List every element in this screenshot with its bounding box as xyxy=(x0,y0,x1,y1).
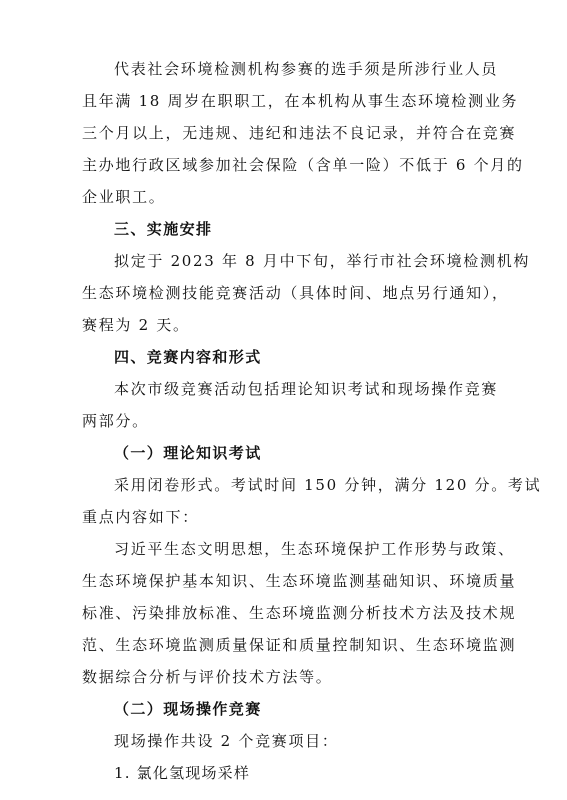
subsection-2-line-2: 1. 氯化氢现场采样 xyxy=(114,764,251,782)
subsection-1-line-4: 生态环境保护基本知识、生态环境监测基础知识、环境质量 xyxy=(82,572,517,590)
subsection-1-line-6: 范、生态环境监测质量保证和质量控制知识、生态环境监测 xyxy=(82,636,517,654)
subsection-1-line-5: 标准、污染排放标准、生态环境监测分析技术方法及技术规 xyxy=(82,604,517,622)
section-4-line-1: 本次市级竞赛活动包括理论知识考试和现场操作竞赛 xyxy=(114,380,499,398)
section-3-heading: 三、实施安排 xyxy=(114,220,213,238)
paragraph-1-line-3: 三个月以上，无违规、违纪和违法不良记录，并符合在竞赛 xyxy=(82,124,517,142)
paragraph-1-line-5: 企业职工。 xyxy=(82,188,166,206)
section-4-line-2: 两部分。 xyxy=(82,412,149,430)
subsection-2-heading: （二）现场操作竞赛 xyxy=(114,700,262,718)
subsection-1-line-1: 采用闭卷形式。考试时间 150 分钟，满分 120 分。考试 xyxy=(114,476,542,494)
subsection-2-line-1: 现场操作共设 2 个竞赛项目： xyxy=(114,732,339,750)
section-4-heading: 四、竞赛内容和形式 xyxy=(114,348,262,366)
paragraph-1-line-4: 主办地行政区域参加社会保险（含单一险）不低于 6 个月的 xyxy=(82,156,524,174)
section-3-line-2: 生态环境检测技能竞赛活动（具体时间、地点另行通知）， xyxy=(82,284,509,302)
section-3-line-3: 赛程为 2 天。 xyxy=(82,316,190,334)
subsection-1-line-2: 重点内容如下： xyxy=(82,508,199,526)
subsection-1-line-3: 习近平生态文明思想，生态环境保护工作形势与政策、 xyxy=(114,540,515,558)
paragraph-1-line-2: 且年满 18 周岁在职职工，在本机构从事生态环境检测业务 xyxy=(82,92,519,110)
subsection-1-line-7: 数据综合分析与评价技术方法等。 xyxy=(82,668,333,686)
paragraph-1-line-1: 代表社会环境检测机构参赛的选手须是所涉行业人员 xyxy=(114,60,499,78)
subsection-1-heading: （一）理论知识考试 xyxy=(114,444,262,462)
section-3-line-1: 拟定于 2023 年 8 月中下旬，举行市社会环境检测机构 xyxy=(114,252,531,270)
